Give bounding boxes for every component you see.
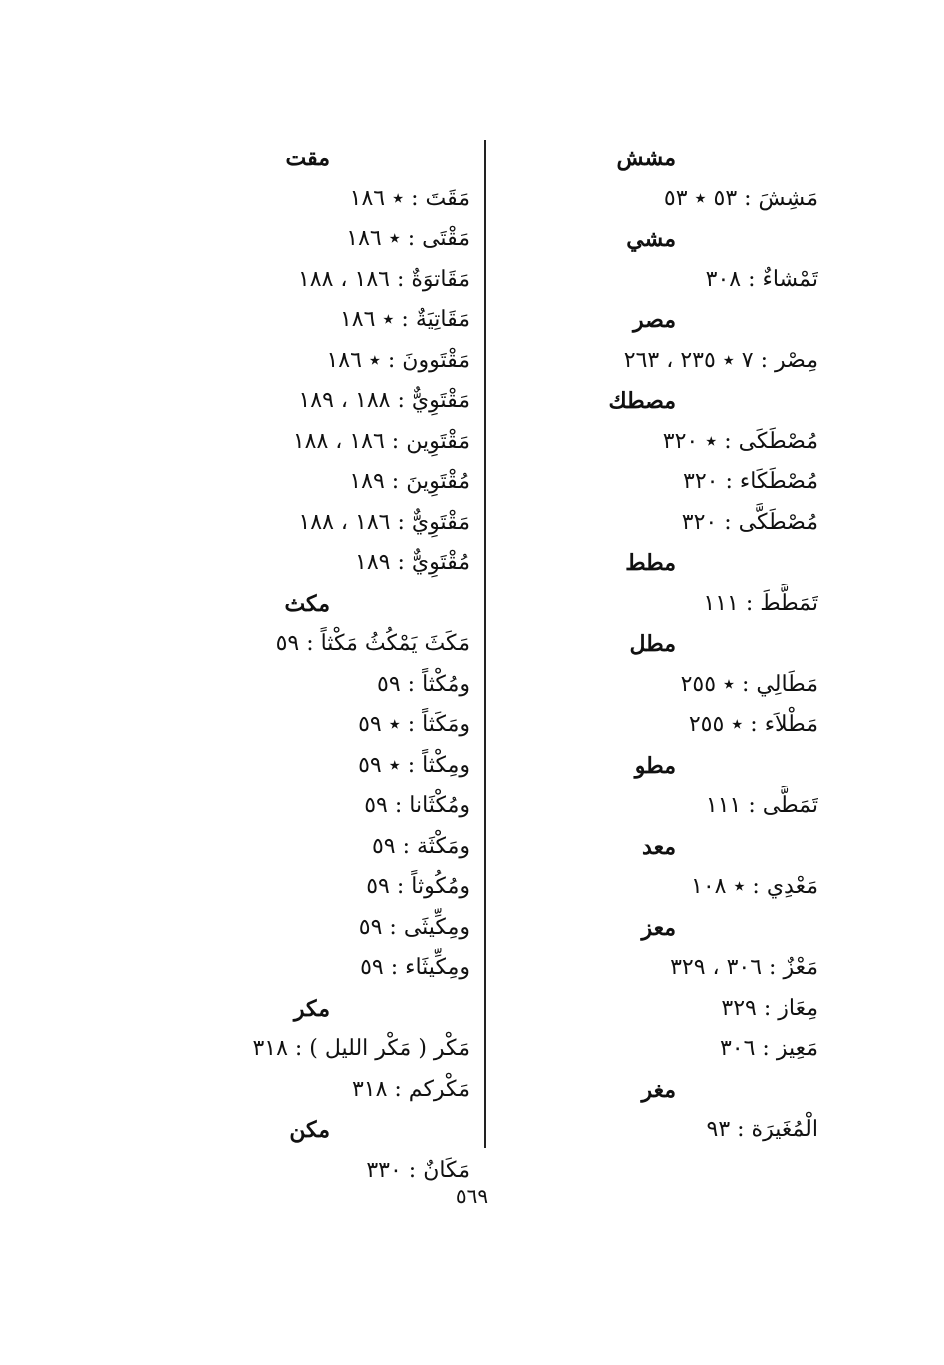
index-entry: مَقْتَوونَ : ٭ ١٨٦ xyxy=(326,347,470,373)
index-entry: مُصْطَكَى : ٭ ٣٢٠ xyxy=(662,428,818,454)
root-heading: مصطك xyxy=(608,388,676,414)
index-entry: ومِكِّيثَاء : ٥٩ xyxy=(360,955,470,980)
index-entry: مِصْر : ٧ ٭ ٢٣٥ ، ٢٦٣ xyxy=(623,347,818,373)
index-entry: ومِكْثاً : ٭ ٥٩ xyxy=(358,752,470,778)
root-heading: معز xyxy=(641,914,676,941)
index-entry: تَمْشاءٌ : ٣٠٨ xyxy=(705,266,818,292)
index-entry: مَقَاتِيَةٌ : ٭ ١٨٦ xyxy=(339,307,470,332)
index-entry: مُقْتَوِيٌّ : ١٨٩ xyxy=(355,550,470,575)
root-heading: مكن xyxy=(289,1117,330,1143)
index-entry: ومُكْثَانا : ٥٩ xyxy=(364,793,470,818)
root-heading: مقت xyxy=(285,145,330,171)
index-entry: مَقْتَوِين : ١٨٦ ، ١٨٨ xyxy=(292,428,470,454)
index-entry: الْمُغَيرَة : ٩٣ xyxy=(706,1117,818,1142)
index-entry: مَقَاتوَةٌ : ١٨٦ ، ١٨٨ xyxy=(297,266,470,292)
root-heading: معد xyxy=(642,833,676,860)
root-heading: مكث xyxy=(284,590,330,617)
index-entry: مِعَاز : ٣٢٩ xyxy=(721,995,818,1021)
root-heading: مصر xyxy=(632,307,676,333)
column-divider xyxy=(484,140,486,1148)
index-entry: مَقَتَ : ٭ ١٨٦ xyxy=(349,185,470,211)
index-entry: مَقْتَوِيٌّ : ١٨٨ ، ١٨٩ xyxy=(298,388,470,413)
index-entry: مَكْركم : ٣١٨ xyxy=(351,1076,470,1102)
index-entry: مَعْزٌ : ٣٠٦ ، ٣٢٩ xyxy=(670,955,818,980)
index-entry: مَعْدِي : ٭ ١٠٨ xyxy=(691,874,818,899)
index-entry: مُصْطَكَاء : ٣٢٠ xyxy=(683,469,818,494)
root-heading: مشش xyxy=(616,145,676,171)
index-entry: ومِكِّيثَى : ٥٩ xyxy=(358,914,470,940)
page-number: ٥٦٩ xyxy=(455,1184,489,1208)
index-entry: مُصْطَكَّى : ٣٢٠ xyxy=(681,509,818,535)
root-heading: مطو xyxy=(634,752,676,779)
root-heading: مكر xyxy=(293,995,330,1022)
left-column xyxy=(170,138,470,1191)
index-entry: مَكْر ( مَكْر الليل ) : ٣١٨ xyxy=(252,1036,470,1061)
index-entry: مَطْلاَء : ٭ ٢٥٥ xyxy=(688,712,818,737)
root-heading: مطل xyxy=(629,631,676,657)
index-entry: تَمَطَّطَ : ١١١ xyxy=(703,590,818,616)
index-entry: مَعِيز : ٣٠٦ xyxy=(719,1036,818,1061)
index-entry: ومُكُوثاً : ٥٩ xyxy=(366,874,470,899)
index-entry: مَقْتَوِيٌّ : ١٨٦ ، ١٨٨ xyxy=(298,509,470,535)
index-entry: مَكَثَ يَمْكُثُ مَكْثاً : ٥٩ xyxy=(275,631,470,656)
index-entry: ومَكْثَة : ٥٩ xyxy=(371,833,470,859)
index-entry: ومُكْثاً : ٥٩ xyxy=(377,671,470,697)
index-entry: تَمَطَّى : ١١١ xyxy=(705,793,818,818)
index-entry: مَطَالِي : ٭ ٢٥٥ xyxy=(680,671,818,697)
root-heading: مطط xyxy=(625,550,676,576)
index-entry: ومَكَثاً : ٭ ٥٩ xyxy=(358,712,470,737)
right-column xyxy=(468,138,818,1151)
index-entry: مَشِشَ : ٥٣ ٭ ٥٣ xyxy=(663,185,818,211)
index-entry: مَكَانٌ : ٣٣٠ xyxy=(366,1157,470,1183)
index-entry: مُقْتَوِينَ : ١٨٩ xyxy=(349,469,470,494)
root-heading: مشي xyxy=(626,226,676,252)
root-heading: مغر xyxy=(641,1076,676,1103)
index-entry: مَقْتَى : ٭ ١٨٦ xyxy=(346,226,470,251)
